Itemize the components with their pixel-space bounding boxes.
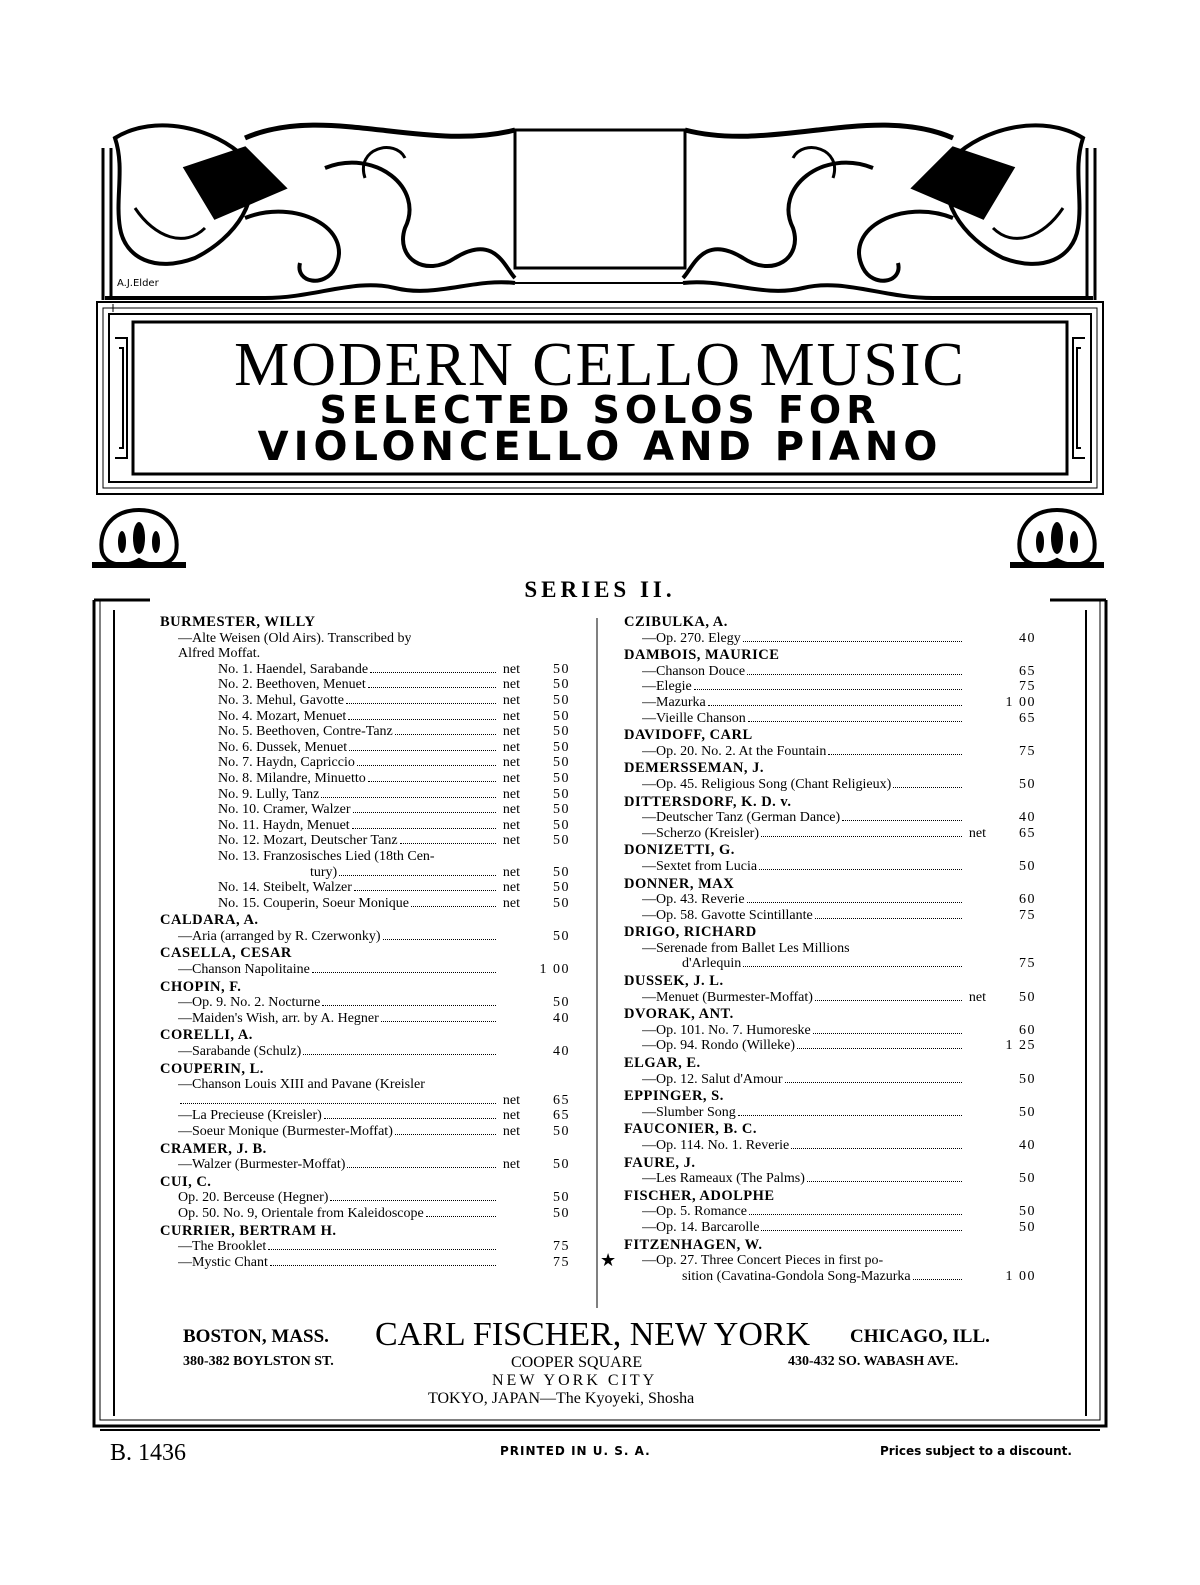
entry-price: 1 00: [1005, 694, 1036, 710]
entry-title: Alfred Moffat.: [178, 646, 261, 662]
dot-leader: [352, 827, 496, 829]
entry-price: 50: [553, 739, 570, 755]
entry-price: 50: [553, 724, 570, 740]
composer-heading: CZIBULKA, A.: [624, 614, 728, 630]
dot-leader: [268, 1248, 496, 1250]
entry-title: —The Brooklet: [178, 1239, 267, 1255]
composer-heading: DUSSEK, J. L.: [624, 973, 724, 990]
composer-heading: CHOPIN, F.: [160, 978, 242, 995]
dot-leader: [694, 688, 962, 690]
net-label: net: [502, 661, 520, 677]
dot-leader: [828, 753, 962, 755]
dot-leader: [743, 965, 962, 967]
dot-leader: [893, 786, 962, 788]
entry-title: —Op. 114. No. 1. Reverie: [642, 1138, 790, 1153]
entry-title: —Chanson Napolitaine: [178, 962, 310, 978]
net-label: net: [502, 692, 520, 708]
catalogue-entry: [160, 1206, 570, 1222]
dot-leader: [748, 720, 962, 722]
entry-title: —Deutscher Tanz (German Dance): [642, 810, 841, 826]
entry-price: 1 25: [1005, 1038, 1036, 1054]
entry-price: 50: [1019, 1219, 1036, 1235]
catalogue-entry: [624, 1072, 1036, 1088]
dot-leader: [368, 686, 496, 688]
entry-title: —Op. 43. Reverie: [642, 892, 745, 908]
entry-title: —Op. 9. No. 2. Nocturne: [178, 995, 321, 1011]
catalogue-entry: [624, 1105, 1036, 1121]
composer-heading: DONIZETTI, G.: [624, 842, 735, 859]
catalogue-entry: [624, 908, 1036, 924]
net-label: net: [502, 786, 520, 802]
dot-leader: [747, 673, 962, 675]
entry-title: Op. 20. Berceuse (Hegner): [178, 1190, 329, 1206]
composer-heading: DVORAK, ANT.: [624, 1006, 734, 1023]
net-label: net: [502, 770, 520, 786]
entry-price: 60: [1019, 1022, 1036, 1038]
catalogue-entry: [160, 995, 570, 1011]
publisher-name: CARL FISCHER, NEW YORK: [375, 1316, 811, 1353]
entry-title: —Les Rameaux (The Palms): [642, 1171, 805, 1187]
catalogue-entry: [160, 771, 570, 787]
entry-title: No. 8. Milandre, Minuetto: [218, 770, 366, 786]
catalogue-entry: [624, 744, 1036, 760]
series-heading: SERIES II.: [524, 577, 676, 602]
dot-leader: [747, 901, 962, 903]
catalogue-entry: [624, 892, 1036, 908]
dot-leader: [353, 811, 496, 813]
composer-heading: CASELLA, CESAR: [160, 945, 292, 962]
dot-leader: [346, 702, 496, 704]
entry-price: 75: [1019, 679, 1036, 695]
entry-title: —Chanson Douce: [642, 663, 746, 679]
dot-leader: [815, 999, 962, 1001]
dot-leader: [370, 671, 496, 673]
entry-title: No. 2. Beethoven, Menuet: [218, 677, 366, 693]
net-label: net: [502, 864, 520, 880]
dot-leader: [395, 1133, 496, 1135]
dot-leader: [395, 733, 496, 735]
entry-price: 50: [553, 817, 570, 833]
entry-title: —Slumber Song: [642, 1104, 736, 1120]
dot-leader: [791, 1147, 962, 1149]
entry-price: 75: [1019, 907, 1036, 923]
catalogue-entry: [160, 631, 570, 647]
dot-leader: [761, 835, 962, 837]
dot-leader: [303, 1053, 496, 1055]
chicago-location: CHICAGO, ILL.: [850, 1326, 990, 1347]
dot-leader: [815, 917, 962, 919]
entry-title: —Op. 12. Salut d'Amour: [642, 1071, 783, 1087]
entry-price: 65: [1019, 663, 1036, 679]
net-label: net: [502, 677, 520, 693]
net-label: net: [502, 1092, 520, 1108]
catalogue-entry: [624, 777, 1036, 793]
entry-price: 1 00: [1005, 1268, 1036, 1284]
dot-leader: [330, 1199, 496, 1201]
entry-title: No. 12. Mozart, Deutscher Tanz: [218, 833, 398, 849]
catalogue-entry: [624, 826, 1036, 842]
entry-price: 50: [553, 833, 570, 849]
entry-price: 50: [553, 1157, 570, 1173]
catalogue-entry: [624, 941, 1036, 957]
entry-price: 40: [553, 1044, 570, 1060]
dot-leader: [180, 1102, 496, 1104]
catalogue-entry: [160, 787, 570, 803]
dot-leader: [426, 1215, 496, 1217]
net-label: net: [502, 739, 520, 755]
dot-leader: [324, 1117, 496, 1119]
entry-title: No. 1. Haendel, Sarabande: [218, 661, 369, 677]
dot-leader: [339, 874, 496, 876]
entry-price: 50: [553, 1190, 570, 1206]
entry-price: 75: [1019, 956, 1036, 972]
entry-price: 50: [553, 1205, 570, 1221]
composer-heading: FAURE, J.: [624, 1154, 696, 1171]
boston-address: 380-382 BOYLSTON ST.: [183, 1354, 334, 1369]
catalogue-entry: [160, 677, 570, 693]
catalogue-entry: [160, 849, 570, 865]
dot-leader: [347, 1166, 496, 1168]
dot-leader: [349, 749, 496, 751]
catalogue-entry: [160, 880, 570, 896]
entry-price: 75: [553, 1239, 570, 1255]
entry-title: sition (Cavatina-Gondola Song-Mazurka: [682, 1268, 911, 1284]
entry-title: —Menuet (Burmester-Moffat): [642, 989, 813, 1005]
entry-price: 50: [553, 864, 570, 880]
dot-leader: [813, 1032, 962, 1034]
entry-title: —Aria (arranged by R. Czerwonky): [178, 928, 381, 944]
dot-leader: [743, 640, 962, 642]
entry-title: Op. 50. No. 9, Orientale from Kaleidoscope: [178, 1205, 424, 1221]
entry-title: —Op. 5. Romance: [642, 1204, 747, 1220]
catalogue-entry: [624, 664, 1036, 680]
entry-title: No. 3. Mehul, Gavotte: [218, 692, 344, 708]
entry-price: 50: [1019, 776, 1036, 792]
entry-price: 65: [1019, 825, 1036, 841]
entry-title: —La Precieuse (Kreisler): [178, 1108, 322, 1124]
entry-title: —Op. 27. Three Concert Pieces in first po-: [642, 1253, 884, 1269]
catalogue-entry: [624, 1023, 1036, 1039]
chicago-address: 430-432 SO. WABASH AVE.: [788, 1354, 959, 1369]
dot-leader: [913, 1278, 962, 1280]
dot-leader: [759, 868, 962, 870]
artist-signature: A.J.Elder: [117, 278, 159, 289]
composer-heading: DITTERSDORF, K. D. v.: [624, 793, 792, 810]
composer-heading: FITZENHAGEN, W.: [624, 1236, 763, 1253]
entry-title: No. 15. Couperin, Soeur Monique: [218, 895, 409, 911]
entry-title: No. 9. Lully, Tanz: [218, 786, 320, 802]
net-label: net: [502, 895, 520, 911]
composer-heading: DEMERSSEMAN, J.: [624, 760, 765, 777]
catalogue-entry: [160, 802, 570, 818]
star-marker-icon: ★: [600, 1250, 617, 1271]
entry-price: 50: [553, 661, 570, 677]
composer-heading: DAVIDOFF, CARL: [624, 727, 753, 744]
entry-title: No. 6. Dussek, Menuet: [218, 739, 348, 755]
entry-price: 40: [1019, 1138, 1036, 1153]
composer-heading: DRIGO, RICHARD: [624, 924, 757, 941]
page-title: MODERN CELLO MUSIC: [234, 331, 966, 399]
dot-leader: [400, 842, 496, 844]
composer-heading: DONNER, MAX: [624, 875, 735, 892]
entry-title: —Maiden's Wish, arr. by A. Hegner: [178, 1010, 379, 1026]
entry-title: No. 10. Cramer, Walzer: [218, 802, 351, 818]
entry-price: 65: [553, 1092, 570, 1108]
entry-price: 50: [1019, 1104, 1036, 1120]
new-york-city: NEW YORK CITY: [492, 1372, 658, 1389]
entry-title: —Sextet from Lucia: [642, 858, 758, 874]
catalogue-entry: [624, 810, 1036, 826]
catalogue-entry: [160, 1044, 570, 1060]
catalogue-entry: [624, 1204, 1036, 1220]
catalogue-entry: [160, 1011, 570, 1027]
entry-title: —Op. 20. No. 2. At the Fountain: [642, 743, 827, 759]
dot-leader: [785, 1081, 962, 1083]
dot-leader: [322, 1004, 496, 1006]
catalogue-entry: [160, 896, 570, 912]
entry-title: —Op. 58. Gavotte Scintillante: [642, 907, 813, 923]
catalogue-entry: [600, 1250, 1036, 1271]
composer-heading: CURRIER, BERTRAM H.: [160, 1222, 337, 1239]
entry-title: No. 4. Mozart, Menuet: [218, 708, 347, 724]
catalogue-entry: [160, 962, 570, 978]
right-fleuron-ornament: [1010, 502, 1104, 574]
dot-leader: [842, 819, 962, 821]
catalogue-entry: [160, 724, 570, 740]
entry-price: 1 00: [539, 962, 570, 978]
entry-title: No. 5. Beethoven, Contre-Tanz: [218, 724, 393, 740]
composer-heading: FISCHER, ADOLPHE: [624, 1187, 775, 1204]
catalogue-entry: [160, 1077, 570, 1093]
entry-price: 50: [553, 692, 570, 708]
composer-heading: CALDARA, A.: [160, 912, 259, 929]
catalogue-entry: [624, 1171, 1036, 1187]
entry-price: 50: [1019, 1204, 1036, 1220]
composer-heading: EPPINGER, S.: [624, 1088, 724, 1105]
catalogue-entry: [160, 818, 570, 834]
dot-leader: [381, 1020, 496, 1022]
entry-price: 65: [553, 1108, 570, 1124]
entry-price: 50: [553, 802, 570, 818]
entry-title: —Op. 270. Elegy: [642, 630, 741, 646]
entry-price: 50: [553, 995, 570, 1011]
catalogue-entry: [160, 740, 570, 756]
boston-location: BOSTON, MASS.: [183, 1326, 329, 1347]
entry-price: 75: [553, 1254, 570, 1270]
net-label: net: [502, 817, 520, 833]
catalogue-entry: [160, 865, 570, 881]
net-label: net: [502, 708, 520, 724]
entry-title: —Op. 101. No. 7. Humoreske: [642, 1022, 811, 1038]
net-label: net: [502, 755, 520, 771]
net-label: net: [502, 724, 520, 740]
entry-price: 50: [553, 677, 570, 693]
catalogue-entry: [624, 1038, 1036, 1054]
catalogue-entry: [160, 1108, 570, 1124]
entry-title: —Op. 94. Rondo (Willeke): [642, 1038, 796, 1054]
catalogue-left-column: [160, 613, 570, 1270]
subtitle-line-1: SELECTED SOLOS FOR: [319, 388, 881, 432]
catalogue-entry: [160, 693, 570, 709]
catalogue-entry: [624, 711, 1036, 727]
dot-leader: [738, 1114, 962, 1116]
ornamental-header-illustration: [95, 108, 1103, 304]
entry-title: —Op. 14. Barcarolle: [642, 1219, 760, 1235]
composer-heading: CUI, C.: [160, 1173, 212, 1190]
entry-title: d'Arlequin: [682, 956, 742, 972]
entry-title: —Vieille Chanson: [642, 710, 746, 726]
catalogue-entry: [624, 695, 1036, 711]
dot-leader: [312, 971, 496, 973]
catalogue-entry: [624, 679, 1036, 695]
dot-leader: [708, 704, 962, 706]
entry-title: No. 11. Haydn, Menuet: [218, 817, 350, 833]
tokyo-agent: TOKYO, JAPAN—The Kyoyeki, Shosha: [428, 1390, 695, 1407]
entry-title: No. 14. Steibelt, Walzer: [218, 880, 352, 896]
entry-price: 50: [553, 880, 570, 896]
entry-price: 50: [1019, 858, 1036, 874]
entry-price: 40: [553, 1010, 570, 1026]
entry-price: 50: [553, 786, 570, 802]
net-label: net: [968, 989, 986, 1005]
entry-price: 65: [1019, 710, 1036, 726]
printed-in-usa: PRINTED IN U. S. A.: [500, 1444, 651, 1458]
dot-leader: [270, 1264, 496, 1266]
dot-leader: [411, 905, 496, 907]
catalogue-right-column: [600, 613, 1036, 1284]
entry-title: No. 7. Haydn, Capriccio: [218, 755, 355, 771]
dot-leader: [354, 889, 496, 891]
composer-heading: ELGAR, E.: [624, 1055, 701, 1072]
entry-title: —Serenade from Ballet Les Millions: [642, 940, 850, 956]
entry-price: 40: [1019, 630, 1036, 646]
entry-price: 50: [553, 895, 570, 911]
dot-leader: [321, 796, 496, 798]
net-label: net: [502, 802, 520, 818]
entry-price: 50: [553, 928, 570, 944]
composer-heading: DAMBOIS, MAURICE: [624, 647, 780, 664]
catalogue-entry: [624, 990, 1036, 1006]
dot-leader: [357, 764, 496, 766]
catalogue-entry: [624, 1220, 1036, 1236]
entry-price: 60: [1019, 892, 1036, 908]
catalogue-entry: [160, 662, 570, 678]
net-label: net: [502, 880, 520, 896]
dot-leader: [807, 1180, 962, 1182]
entry-price: 50: [553, 755, 570, 771]
entry-price: 50: [553, 770, 570, 786]
catalogue-entry: [624, 1269, 1036, 1285]
entry-price: 50: [553, 1124, 570, 1139]
dot-leader: [383, 938, 496, 940]
entry-title: —Walzer (Burmester-Moffat): [178, 1157, 346, 1173]
entry-price: 50: [1019, 1071, 1036, 1087]
composer-heading: CORELLI, A.: [160, 1027, 253, 1044]
catalogue-entry: [160, 1255, 570, 1271]
subtitle-line-2: VIOLONCELLO AND PIANO: [257, 424, 943, 470]
entry-title: —Alte Weisen (Old Airs). Transcribed by: [178, 630, 412, 646]
composer-heading: FAUCONIER, B. C.: [624, 1121, 757, 1138]
dot-leader: [761, 1229, 962, 1231]
catalogue-entry: [624, 631, 1036, 647]
net-label: net: [502, 1124, 520, 1139]
entry-price: 50: [553, 708, 570, 724]
left-fleuron-ornament: [92, 502, 186, 574]
dot-leader: [368, 780, 496, 782]
composer-heading: COUPERIN, L.: [160, 1060, 264, 1077]
entry-title: —Op. 45. Religious Song (Chant Religieux): [642, 776, 892, 792]
entry-price: 50: [1019, 989, 1036, 1005]
entry-title: No. 13. Franzosisches Lied (18th Cen-: [218, 848, 435, 864]
catalogue-entry: [160, 1124, 570, 1140]
dot-leader: [797, 1047, 962, 1049]
entry-title: —Mystic Chant: [178, 1254, 268, 1270]
dot-leader: [749, 1213, 962, 1215]
new-york-address: COOPER SQUARE: [511, 1354, 643, 1371]
catalogue-entry: [160, 1239, 570, 1255]
catalogue-entry: [160, 755, 570, 771]
catalogue-entry: [624, 1138, 1036, 1154]
catalogue-entry: [160, 1093, 570, 1109]
catalogue-entry: [624, 956, 1036, 972]
entry-price: 50: [1019, 1171, 1036, 1187]
entry-title: —Mazurka: [642, 694, 706, 710]
entry-price: 40: [1019, 810, 1036, 826]
composer-heading: CRAMER, J. B.: [160, 1140, 267, 1157]
net-label: net: [968, 825, 986, 841]
net-label: net: [502, 1157, 520, 1173]
catalogue-entry: [160, 1157, 570, 1173]
entry-title: —Elegie: [642, 679, 692, 695]
entry-title: —Scherzo (Kreisler): [642, 825, 760, 841]
plate-number: B. 1436: [110, 1440, 187, 1466]
discount-note: Prices subject to a discount.: [880, 1444, 1072, 1458]
net-label: net: [502, 833, 520, 849]
composer-heading: BURMESTER, WILLY: [160, 614, 316, 630]
catalogue-entry: [624, 859, 1036, 875]
catalogue-entry: [160, 929, 570, 945]
catalogue-entry: [160, 646, 570, 662]
net-label: net: [502, 1108, 520, 1124]
entry-title: —Soeur Monique (Burmester-Moffat): [178, 1124, 393, 1139]
entry-title: tury): [310, 864, 338, 880]
catalogue-entry: [160, 1190, 570, 1206]
entry-title: —Sarabande (Schulz): [178, 1044, 302, 1060]
catalogue-entry: [160, 833, 570, 849]
catalogue-entry: [160, 709, 570, 725]
entry-price: 75: [1019, 743, 1036, 759]
entry-title: —Chanson Louis XIII and Pavane (Kreisler: [178, 1077, 425, 1093]
dot-leader: [348, 718, 496, 720]
